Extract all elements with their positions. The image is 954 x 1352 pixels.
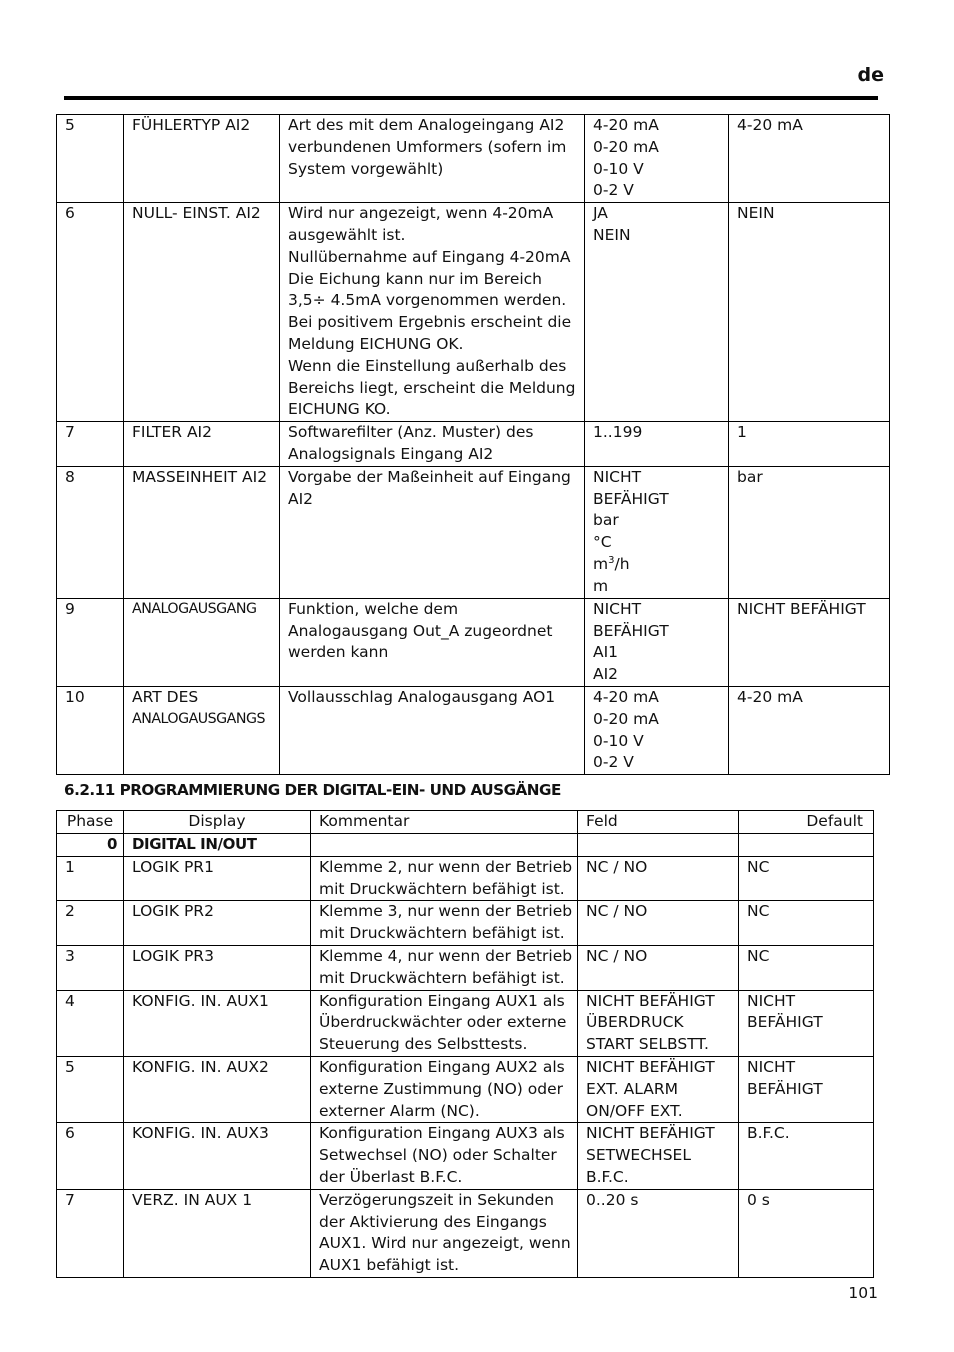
comment-line: Nullübernahme auf Eingang 4-20mA (288, 247, 571, 266)
language-marker: de (857, 64, 884, 86)
phase-cell: 10 (57, 686, 124, 774)
field-option: AI1 (593, 643, 619, 662)
phase-cell: 5 (57, 1056, 124, 1122)
default-line: NICHT (747, 1057, 796, 1076)
field-cell (585, 466, 729, 598)
display-cell: KONFIG. IN. AUX3 (124, 1123, 311, 1189)
table-row (57, 1056, 874, 1122)
group-number: 0 (57, 834, 124, 857)
table-row (57, 901, 874, 946)
display-cell (124, 686, 280, 774)
field-option: ON/OFF EXT. (586, 1101, 683, 1120)
field-cell (578, 1056, 739, 1122)
comment-line: Konfiguration Eingang AUX1 als (319, 991, 565, 1010)
field-cell: NC / NO (578, 856, 739, 901)
field-option: NICHT (593, 467, 642, 486)
default-cell: NC (739, 856, 874, 901)
phase-cell: 7 (57, 1189, 124, 1277)
field-option: NICHT BEFÄHIGT (586, 1124, 715, 1143)
comment-line: Wenn die Einstellung außerhalb des (288, 356, 567, 375)
empty-cell (311, 834, 578, 857)
default-cell (739, 990, 874, 1056)
comment-line: externe Zustimmung (NO) oder (319, 1079, 563, 1098)
comment-line: Analogausgang Out_A zugeordnet (288, 621, 553, 640)
field-option: 4-20 mA (593, 687, 659, 706)
comment-line: Klemme 2, nur wenn der Betrieb (319, 857, 573, 876)
phase-cell: 5 (57, 115, 124, 203)
comment-line: werden kann (288, 643, 389, 662)
comment-cell (280, 115, 585, 203)
comment-line: Meldung EICHUNG OK. (288, 334, 464, 353)
field-option: 0-2 V (593, 753, 634, 772)
field-option: bar (593, 511, 619, 530)
field-option: 4-20 mA (593, 116, 659, 134)
field-cell: 1..199 (585, 422, 729, 467)
field-cell (585, 115, 729, 203)
field-option: 0-20 mA (593, 137, 659, 156)
default-cell: 4-20 mA (729, 686, 890, 774)
column-header-phase: Phase (57, 811, 124, 834)
comment-line: EICHUNG KO. (288, 400, 391, 419)
field-cell: NC / NO (578, 945, 739, 990)
group-row (57, 834, 874, 857)
table-row (57, 856, 874, 901)
field-cell: NC / NO (578, 901, 739, 946)
comment-line: Setwechsel (NO) oder Schalter (319, 1146, 557, 1165)
display-cell: FILTER AI2 (124, 422, 280, 467)
field-cell: 0..20 s (578, 1189, 739, 1277)
comment-line: AI2 (288, 489, 314, 508)
comment-line: AUX1 befähigt ist. (319, 1256, 460, 1275)
default-cell: NEIN (729, 203, 890, 422)
field-option: 0-2 V (593, 181, 634, 200)
field-option: 0-20 mA (593, 709, 659, 728)
table-row (57, 945, 874, 990)
comment-cell (311, 901, 578, 946)
comment-line: AUX1. Wird nur angezeigt, wenn (319, 1234, 571, 1253)
comment-line: mit Druckwächtern befähigt ist. (319, 968, 565, 987)
column-header-display: Display (124, 811, 311, 834)
parameter-table-analog (56, 114, 890, 775)
comment-line: externer Alarm (NC). (319, 1101, 480, 1120)
field-option: AI2 (593, 665, 619, 684)
field-option: B.F.C. (586, 1167, 629, 1186)
comment-line: Vorgabe der Maßeinheit auf Eingang (288, 467, 571, 486)
phase-cell: 6 (57, 203, 124, 422)
comment-line: Steuerung des Selbsttests. (319, 1035, 528, 1054)
phase-cell: 8 (57, 466, 124, 598)
table-row (57, 598, 890, 686)
comment-line: Konfiguration Eingang AUX2 als (319, 1057, 565, 1076)
field-option-m3h (593, 554, 728, 576)
comment-line: Wird nur angezeigt, wenn 4-20mA (288, 204, 554, 223)
comment-cell (311, 945, 578, 990)
default-cell: B.F.C. (739, 1123, 874, 1189)
comment-line: Analogsignals Eingang AI2 (288, 444, 494, 463)
table-row (57, 686, 890, 774)
page-number: 101 (848, 1284, 878, 1302)
default-line: NICHT (747, 991, 796, 1010)
phase-cell: 3 (57, 945, 124, 990)
display-cell: VERZ. IN AUX 1 (124, 1189, 311, 1277)
comment-cell (311, 1123, 578, 1189)
field-option: START SELBSTT. (586, 1035, 709, 1054)
phase-cell: 9 (57, 598, 124, 686)
phase-cell: 2 (57, 901, 124, 946)
default-cell: NC (739, 901, 874, 946)
comment-line: Softwarefilter (Anz. Muster) des (288, 423, 534, 442)
default-cell: NICHT BEFÄHIGT (729, 598, 890, 686)
table-row (57, 990, 874, 1056)
display-cell: LOGIK PR3 (124, 945, 311, 990)
comment-cell (311, 1056, 578, 1122)
field-option: NICHT BEFÄHIGT (586, 1057, 715, 1076)
comment-cell (311, 856, 578, 901)
comment-line: Bereichs liegt, erscheint die Meldung (288, 378, 576, 397)
comment-cell (311, 1189, 578, 1277)
display-line: ART DES (132, 687, 199, 706)
phase-cell: 4 (57, 990, 124, 1056)
comment-cell (311, 990, 578, 1056)
field-cell (578, 990, 739, 1056)
group-label: DIGITAL IN/OUT (124, 834, 311, 857)
comment-line: Verzögerungszeit in Sekunden (319, 1190, 554, 1209)
display-cell: ANALOGAUSGANG (124, 598, 280, 686)
empty-cell (578, 834, 739, 857)
table-row (57, 466, 890, 598)
field-option: NICHT (593, 599, 642, 618)
unit-base: m (593, 554, 609, 573)
header-rule (64, 96, 878, 100)
table-row (57, 203, 890, 422)
default-cell (739, 1056, 874, 1122)
table-row (57, 1123, 874, 1189)
field-option: SETWECHSEL (586, 1146, 691, 1165)
comment-line: Überdruckwächter oder externe (319, 1013, 567, 1032)
comment-line: 3,5÷ 4.5mA vorgenommen werden. (288, 291, 567, 310)
column-header-default: Default (739, 811, 874, 834)
comment-line: Art des mit dem Analogeingang AI2 (288, 116, 565, 134)
display-cell: KONFIG. IN. AUX2 (124, 1056, 311, 1122)
comment-line: mit Druckwächtern befähigt ist. (319, 924, 565, 943)
comment-line: ausgewählt ist. (288, 225, 406, 244)
phase-cell: 1 (57, 856, 124, 901)
comment-line: der Überlast B.F.C. (319, 1167, 463, 1186)
display-cell: LOGIK PR2 (124, 901, 311, 946)
empty-cell (739, 834, 874, 857)
comment-line: Bei positivem Ergebnis erscheint die (288, 313, 572, 332)
phase-cell: 6 (57, 1123, 124, 1189)
field-option: JA (593, 204, 608, 223)
field-cell (585, 598, 729, 686)
default-cell: 4-20 mA (729, 115, 890, 203)
comment-cell (280, 422, 585, 467)
column-header-field: Feld (578, 811, 739, 834)
default-cell: NC (739, 945, 874, 990)
default-line: BEFÄHIGT (747, 1079, 823, 1098)
field-option: 0-10 V (593, 159, 644, 178)
field-option: NICHT BEFÄHIGT (586, 991, 715, 1010)
comment-line: verbundenen Umformers (sofern im (288, 137, 567, 156)
field-option: BEFÄHIGT (593, 621, 669, 640)
display-cell: KONFIG. IN. AUX1 (124, 990, 311, 1056)
display-cell: FÜHLERTYP AI2 (124, 115, 280, 203)
comment-cell (280, 598, 585, 686)
display-cell: LOGIK PR1 (124, 856, 311, 901)
comment-line: Klemme 4, nur wenn der Betrieb (319, 946, 573, 965)
field-option: ÜBERDRUCK (586, 1013, 684, 1032)
field-cell (585, 686, 729, 774)
default-cell: bar (729, 466, 890, 598)
field-option: NEIN (593, 225, 631, 244)
comment-line: Funktion, welche dem (288, 599, 459, 618)
comment-cell: Vollausschlag Analogausgang AO1 (280, 686, 585, 774)
field-cell (578, 1123, 739, 1189)
parameter-table-digital (56, 810, 874, 1278)
table-row (57, 422, 890, 467)
comment-line: der Aktivierung des Eingangs (319, 1212, 547, 1231)
column-header-comment: Kommentar (311, 811, 578, 834)
comment-line: Konfiguration Eingang AUX3 als (319, 1124, 565, 1143)
unit-exponent: 3 (608, 554, 615, 566)
display-line: ANALOGAUSGANGS (132, 710, 265, 727)
unit-tail: /h (614, 554, 630, 573)
comment-cell (280, 203, 585, 422)
comment-line: Klemme 3, nur wenn der Betrieb (319, 902, 573, 921)
field-cell (585, 203, 729, 422)
table-row (57, 1189, 874, 1277)
table-row (57, 115, 890, 203)
field-option: BEFÄHIGT (593, 489, 669, 508)
display-cell: MASSEINHEIT AI2 (124, 466, 280, 598)
comment-cell (280, 466, 585, 598)
field-option: °C (593, 533, 612, 552)
display-cell: NULL- EINST. AI2 (124, 203, 280, 422)
section-heading: 6.2.11 PROGRAMMIERUNG DER DIGITAL-EIN- UND AUSGÄNGE (64, 781, 561, 799)
field-option: 0-10 V (593, 731, 644, 750)
comment-line: mit Druckwächtern befähigt ist. (319, 879, 565, 898)
default-line: BEFÄHIGT (747, 1013, 823, 1032)
phase-cell: 7 (57, 422, 124, 467)
field-option: m (593, 576, 609, 595)
default-cell: 1 (729, 422, 890, 467)
table-header-row (57, 811, 874, 834)
comment-line: Die Eichung kann nur im Bereich (288, 269, 543, 288)
field-option: EXT. ALARM (586, 1079, 678, 1098)
comment-line: System vorgewählt) (288, 159, 444, 178)
default-cell: 0 s (739, 1189, 874, 1277)
